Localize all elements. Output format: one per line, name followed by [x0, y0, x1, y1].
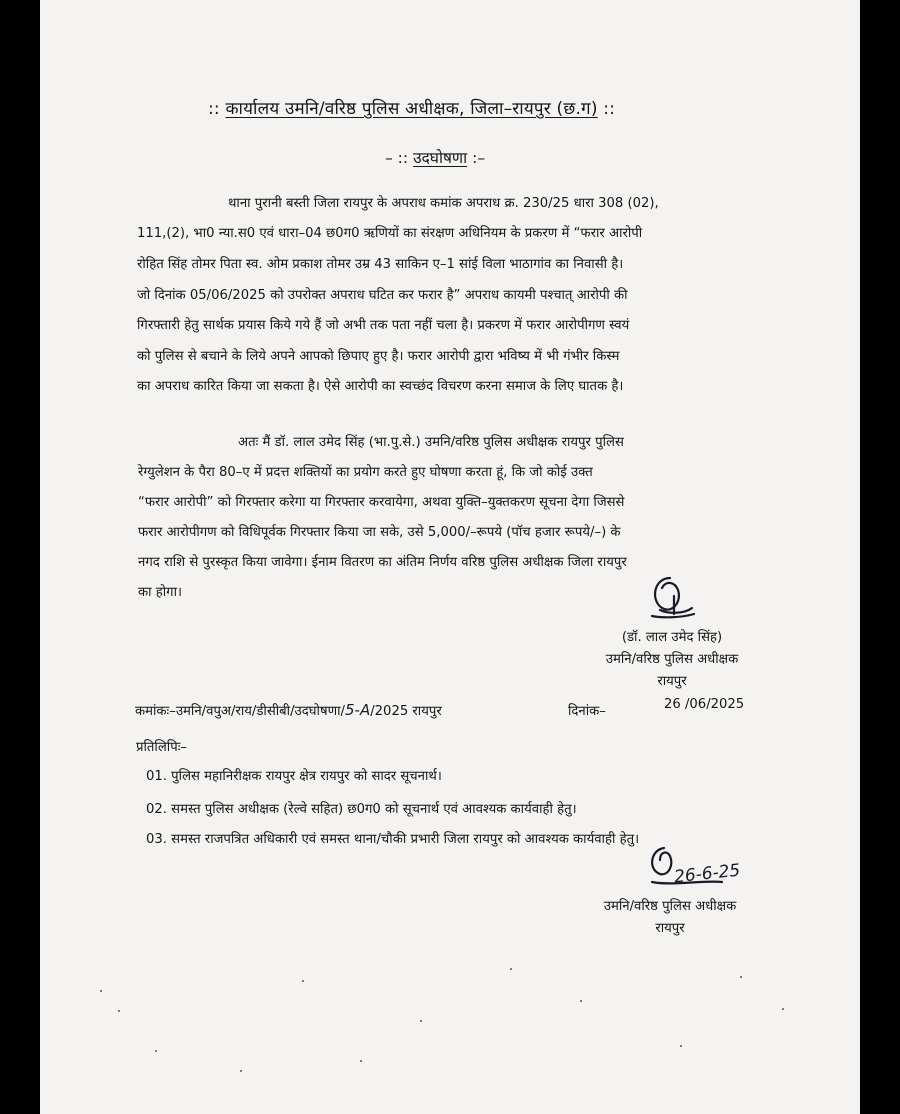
para1-line: 111,(2), भा0 न्या.स0 एवं धारा–04 छ0ग0 ऋणियों का संरक्षण अधिनियम के प्रकरण में “फरार आरोपी — [137, 226, 643, 241]
reference-handwritten: 5-A — [345, 701, 371, 719]
heading-label: उदघोषणा — [413, 149, 468, 167]
para2-line: अतः मैं डॉ. लाल उमेद सिंह (भा.पु.से.) उमनि/वरिष्ठ पुलिस अधीक्षक रायपुर पुलिस — [238, 435, 624, 450]
signatory-place: रायपुर — [657, 674, 687, 689]
signature-mark — [640, 570, 700, 622]
para2-line: रेग्युलेशन के पैरा 80–ए में प्रदत्त शक्तियों का प्रयोग करते हुए घोषणा करता हूं, कि जो कोई उक्त — [138, 465, 593, 480]
reference-suffix: /2025 रायपुर — [370, 704, 442, 719]
heading-prefix: – :: — [385, 149, 409, 167]
second-signatory-place: रायपुर — [655, 921, 685, 936]
para2-line: का होगा। — [138, 585, 182, 600]
proclamation-heading — [385, 146, 485, 168]
signature-date: 26-6-25 — [673, 860, 742, 888]
copy-item: 03. समस्त राजपत्रित अधिकारी एवं समस्त थाना/चौकी प्रभारी जिला रायपुर को आवश्यक कार्यवाही हेतु। — [146, 832, 640, 847]
para1-line: गिरफ्तारी हेतु सार्थक प्रयास किये गये हैं जो अभी तक पता नहीं चला है। प्रकरण में फरार आरोपीगण स्वयं — [137, 318, 630, 333]
second-signatory-block — [580, 896, 760, 940]
signatory-block — [582, 627, 762, 693]
para1-line: का अपराध कारित किया जा सकता है। ऐसे आरोपी का स्वच्छंद विचरण करना समाज के लिए घातक है। — [137, 379, 624, 394]
second-signatory-designation: उमनि/वरिष्ठ पुलिस अधीक्षक — [603, 899, 737, 914]
header-suffix: :: — [603, 99, 616, 119]
signatory-designation: उमनि/वरिष्ठ पुलिस अधीक्षक — [605, 652, 739, 667]
heading-suffix: :– — [472, 149, 486, 167]
header-prefix: :: — [208, 99, 220, 119]
office-title: कार्यालय उमनि/वरिष्ठ पुलिस अधीक्षक, जिला–रायपुर (छ.ग) — [225, 99, 598, 119]
document-page — [40, 0, 860, 1114]
para2-line: फरार आरोपीगण को विधिपूर्वक गिरफ्तार किया जा सके, उसे 5,000/–रूपये (पॉच हजार रूपये/–) के — [138, 525, 621, 540]
para2-line: नगद राशि से पुरस्कृत किया जावेगा। ईनाम वितरण का अंतिम निर्णय वरिष्ठ पुलिस अधीक्षक जिला रायपुर — [138, 555, 627, 570]
reference-number — [135, 701, 442, 719]
reference-date-label: दिनांक– — [568, 704, 606, 719]
reference-date-value: 26 /06/2025 — [664, 697, 745, 712]
reference-prefix: कमांकः–उमनि/वपुअ/राय/डीसीबी/उदघोषणा/ — [135, 704, 345, 719]
para1-line: थाना पुरानी बस्ती जिला रायपुर के अपराध कमांक अपराध क्र. 230/25 धारा 308 (02), — [228, 196, 659, 211]
para1-line: को पुलिस से बचाने के लिये अपने आपको छिपाए हुए है। फरार आरोपी द्वारा भविष्य में भी गंभीर किस्म — [137, 349, 620, 364]
para2-line: “फरार आरोपी” को गिरफ्तार करेगा या गिरफ्तार करवायेगा, अथवा युक्ति–युक्तकरण सूचना देगा जिससे — [138, 495, 625, 510]
copy-item: 02. समस्त पुलिस अधीक्षक (रेल्वे सहित) छ0ग0 को सूचनार्थ एवं आवश्यक कार्यवाही हेतु। — [146, 802, 577, 817]
signatory-name: (डॉ. लाल उमेद सिंह) — [621, 630, 723, 645]
office-header — [208, 96, 615, 119]
copy-item: 01. पुलिस महानिरीक्षक रायपुर क्षेत्र रायपुर को सादर सूचनार्थ। — [146, 769, 442, 784]
para1-line: रोहित सिंह तोमर पिता स्व. ओम प्रकाश तोमर उम्र 43 साकिन ए–1 सांई विला भाठागांव का निवासी है। — [137, 257, 624, 272]
copies-label: प्रतिलिपिः– — [136, 740, 187, 755]
para1-line: जो दिनांक 05/06/2025 को उपरोक्त अपराध घटित कर फरार है” अपराध कायमी पश्चात् आरोपी की — [137, 288, 628, 303]
